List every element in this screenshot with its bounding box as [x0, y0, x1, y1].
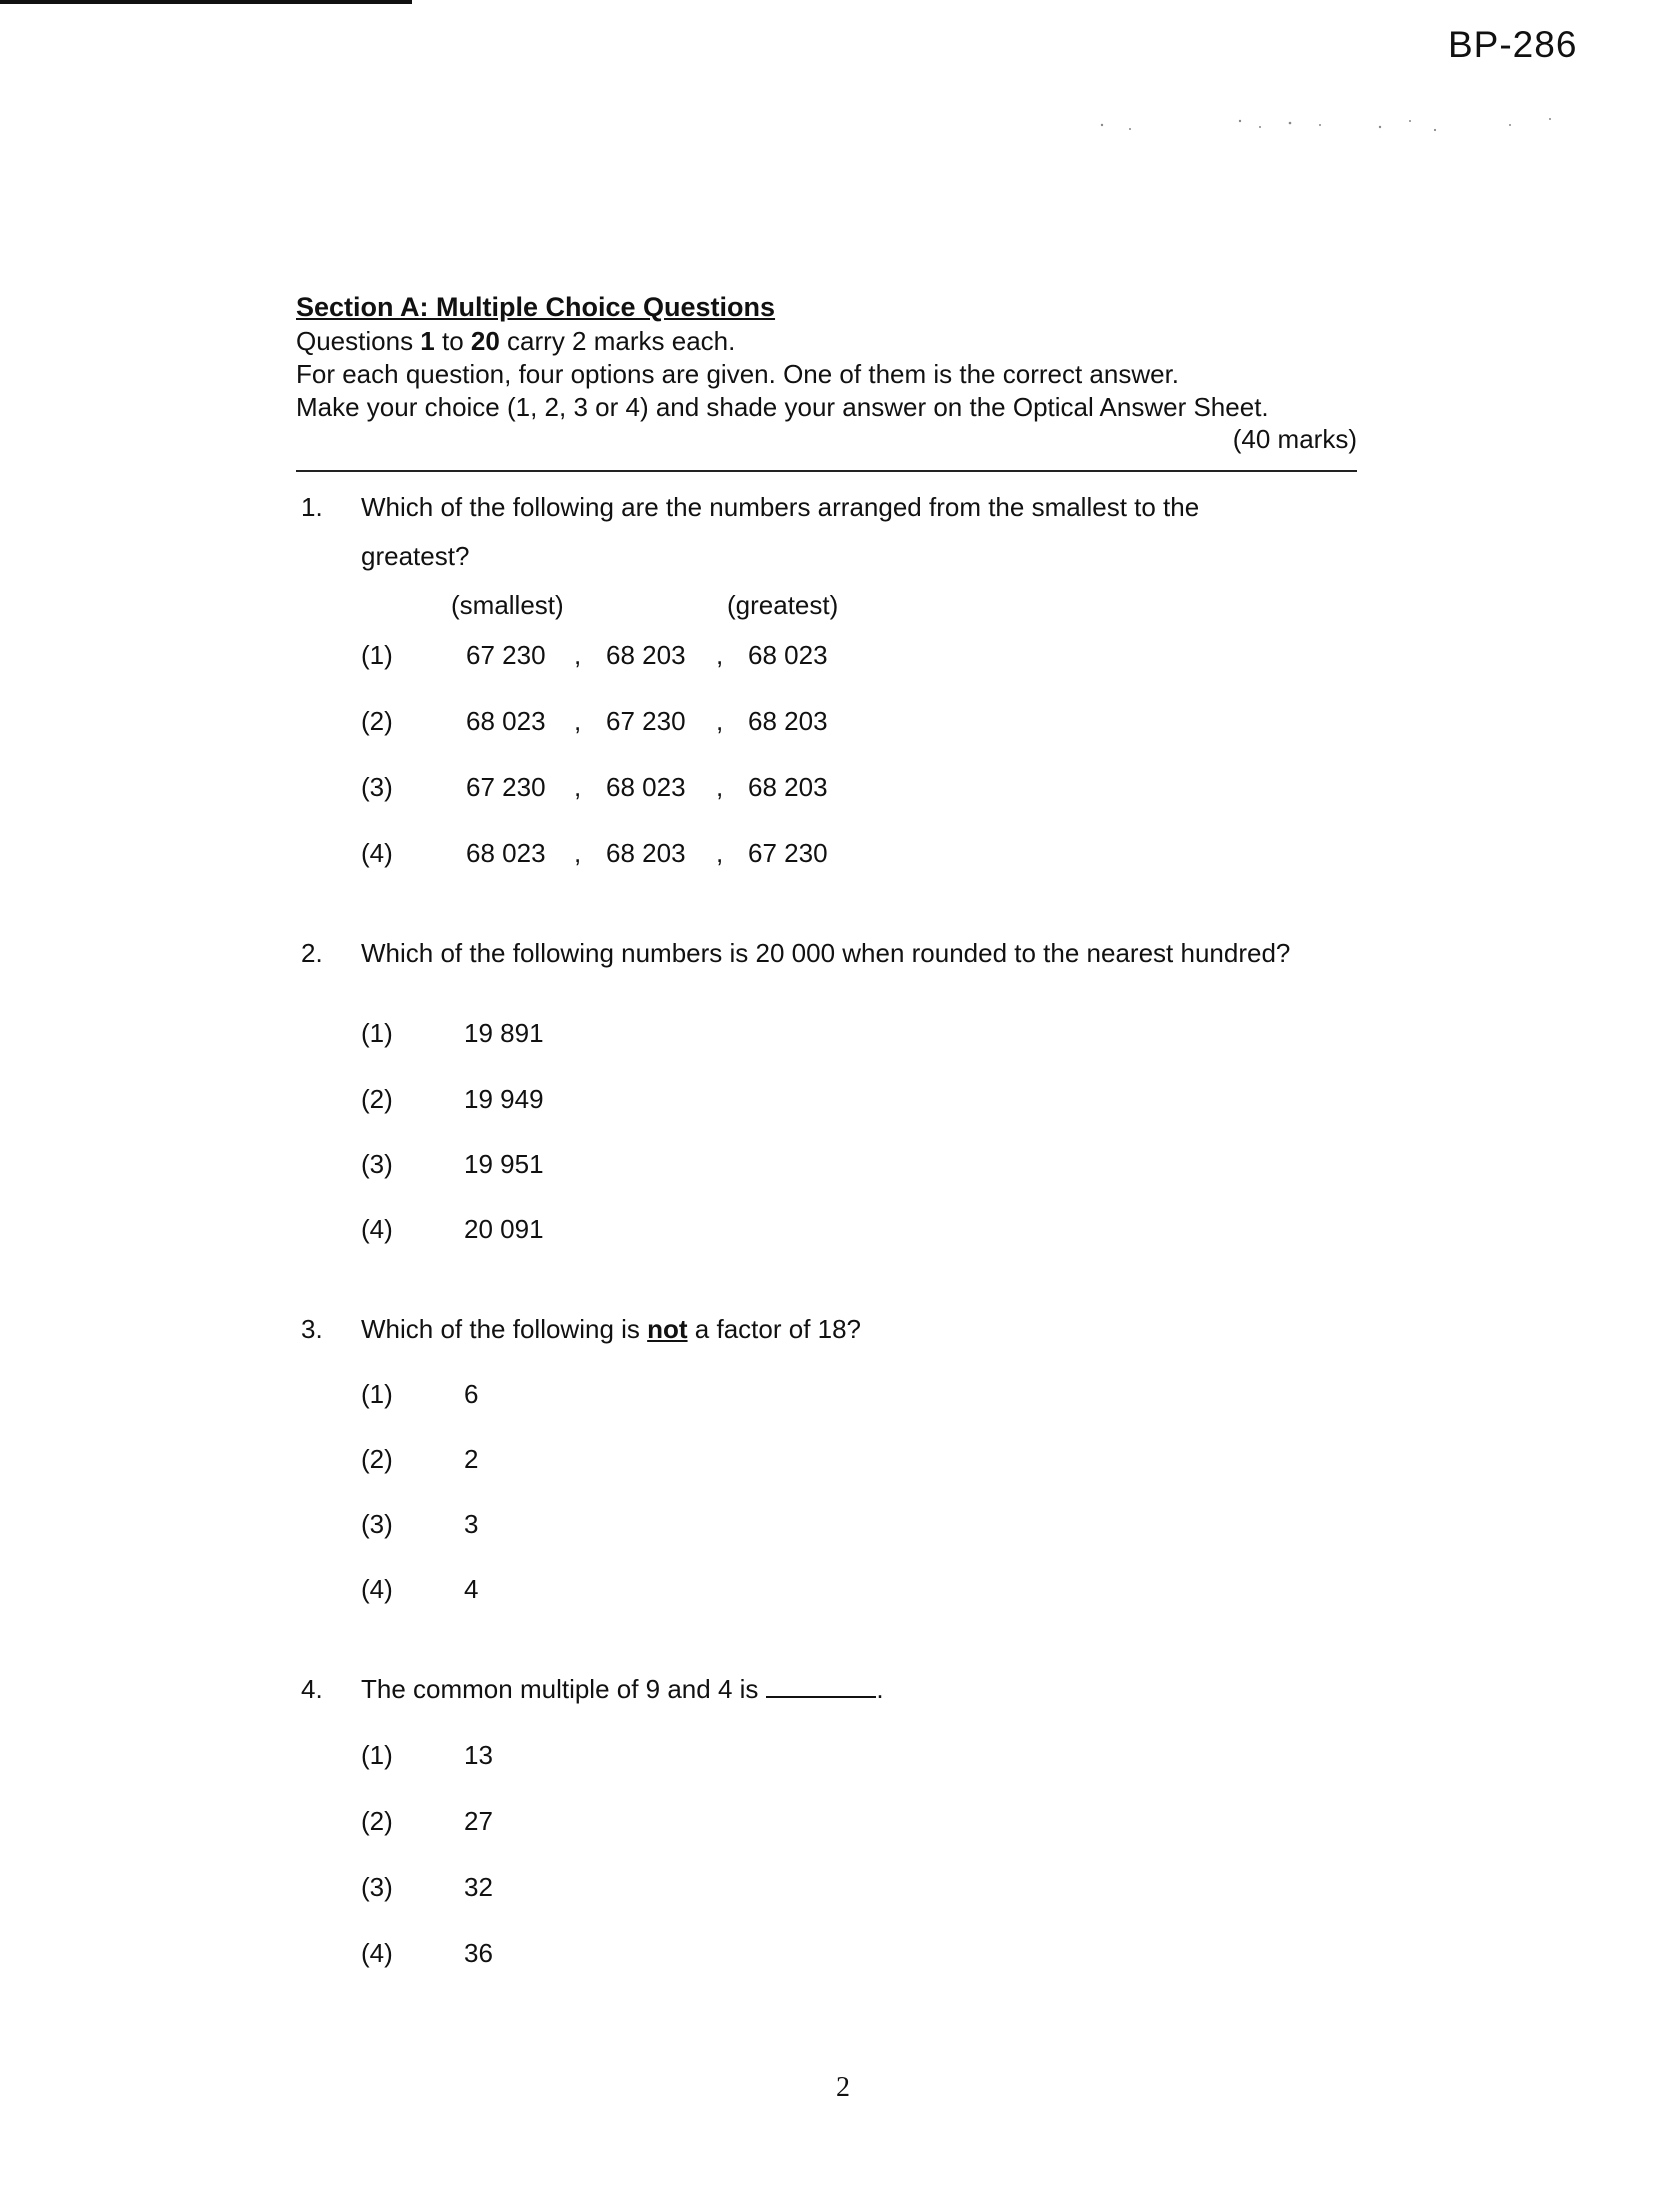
- question-4-option-1-label: (1): [361, 1740, 393, 1770]
- comma: ,: [574, 640, 582, 670]
- option-value-b: 68 203: [606, 838, 686, 868]
- comma: ,: [716, 706, 724, 736]
- question-range-start: 1: [420, 326, 435, 356]
- page-number: 2: [836, 2072, 850, 2103]
- question-3-text-after: a factor of 18?: [694, 1314, 862, 1344]
- question-3-option-4-value: 4: [464, 1574, 479, 1604]
- section-divider: [296, 470, 1357, 472]
- option-label: (2): [361, 706, 393, 736]
- question-2-option-3-label: (3): [361, 1149, 393, 1179]
- option-label: (4): [361, 838, 393, 868]
- question-2-option-3-value: 19 951: [464, 1149, 544, 1179]
- option-value-a: 68 023: [466, 706, 546, 736]
- question-4-text: [361, 1674, 884, 1705]
- question-1-number: 1.: [301, 492, 323, 522]
- option-value-b: 67 230: [606, 706, 686, 736]
- question-4-number: 4.: [301, 1674, 323, 1704]
- comma: ,: [716, 772, 724, 802]
- question-4-text-main: The common multiple of 9 and 4 is: [361, 1674, 759, 1704]
- question-1-text-line1: Which of the following are the numbers arranged from the smallest to the: [361, 492, 1200, 522]
- question-2-option-2-value: 19 949: [464, 1084, 544, 1114]
- instruction-line-3: Make your choice (1, 2, 3 or 4) and shade your answer on the Optical Answer Sheet.: [296, 392, 1269, 422]
- question-1-text-line2: greatest?: [361, 541, 470, 571]
- question-3-option-3-label: (3): [361, 1509, 393, 1539]
- question-4-option-2-value: 27: [464, 1806, 493, 1836]
- scan-noise: [1090, 105, 1570, 145]
- question-4-option-4-value: 36: [464, 1938, 493, 1968]
- question-2-text: Which of the following numbers is 20 000 when rounded to the nearest hundred?: [361, 938, 1291, 968]
- option-value-a: 68 023: [466, 838, 546, 868]
- question-4-option-3-value: 32: [464, 1872, 493, 1902]
- column-head-greatest: (greatest): [727, 590, 839, 620]
- comma: ,: [574, 706, 582, 736]
- question-3-emphasis: not: [647, 1314, 688, 1344]
- question-2-option-2-label: (2): [361, 1084, 393, 1114]
- question-4-option-1-value: 13: [464, 1740, 493, 1770]
- option-value-b: 68 203: [606, 640, 686, 670]
- question-2-number: 2.: [301, 938, 323, 968]
- question-4-option-2-label: (2): [361, 1806, 393, 1836]
- instruction-line-2: For each question, four options are given. One of them is the correct answer.: [296, 359, 1180, 389]
- question-3-number: 3.: [301, 1314, 323, 1344]
- question-3-option-3-value: 3: [464, 1509, 479, 1539]
- question-2-option-4-value: 20 091: [464, 1214, 544, 1244]
- comma: ,: [574, 838, 582, 868]
- question-3-option-4-label: (4): [361, 1574, 393, 1604]
- top-edge-bar: [0, 0, 412, 4]
- question-3-option-1-label: (1): [361, 1379, 393, 1409]
- question-range-end: 20: [470, 326, 500, 356]
- column-head-smallest: (smallest): [451, 590, 564, 620]
- option-value-c: 68 203: [748, 772, 828, 802]
- option-label: (3): [361, 772, 393, 802]
- option-value-a: 67 230: [466, 640, 546, 670]
- question-4-option-3-label: (3): [361, 1872, 393, 1902]
- comma: ,: [716, 838, 724, 868]
- question-3-option-1-value: 6: [464, 1379, 479, 1409]
- option-value-b: 68 023: [606, 772, 686, 802]
- question-2-option-1-value: 19 891: [464, 1018, 544, 1048]
- question-3-text: [361, 1314, 861, 1345]
- option-value-c: 68 023: [748, 640, 828, 670]
- section-marks: (40 marks): [1232, 424, 1357, 454]
- question-2-option-4-label: (4): [361, 1214, 393, 1244]
- instruction-text-1: Questions 1 to 20 carry 2 marks each.: [296, 326, 736, 356]
- question-4-text-end: .: [876, 1674, 884, 1704]
- instruction-line-1: [296, 326, 735, 357]
- option-value-c: 68 203: [748, 706, 828, 736]
- answer-blank: [766, 1674, 876, 1698]
- section-title: Section A: Multiple Choice Questions: [296, 292, 776, 322]
- question-4-option-4-label: (4): [361, 1938, 393, 1968]
- comma: ,: [716, 640, 724, 670]
- question-3-option-2-label: (2): [361, 1444, 393, 1474]
- question-3-text-before: Which of the following is: [361, 1314, 640, 1344]
- option-label: (1): [361, 640, 393, 670]
- question-2-option-1-label: (1): [361, 1018, 393, 1048]
- paper-code: BP-286: [1448, 24, 1578, 65]
- option-value-a: 67 230: [466, 772, 546, 802]
- option-value-c: 67 230: [748, 838, 828, 868]
- question-3-option-2-value: 2: [464, 1444, 479, 1474]
- comma: ,: [574, 772, 582, 802]
